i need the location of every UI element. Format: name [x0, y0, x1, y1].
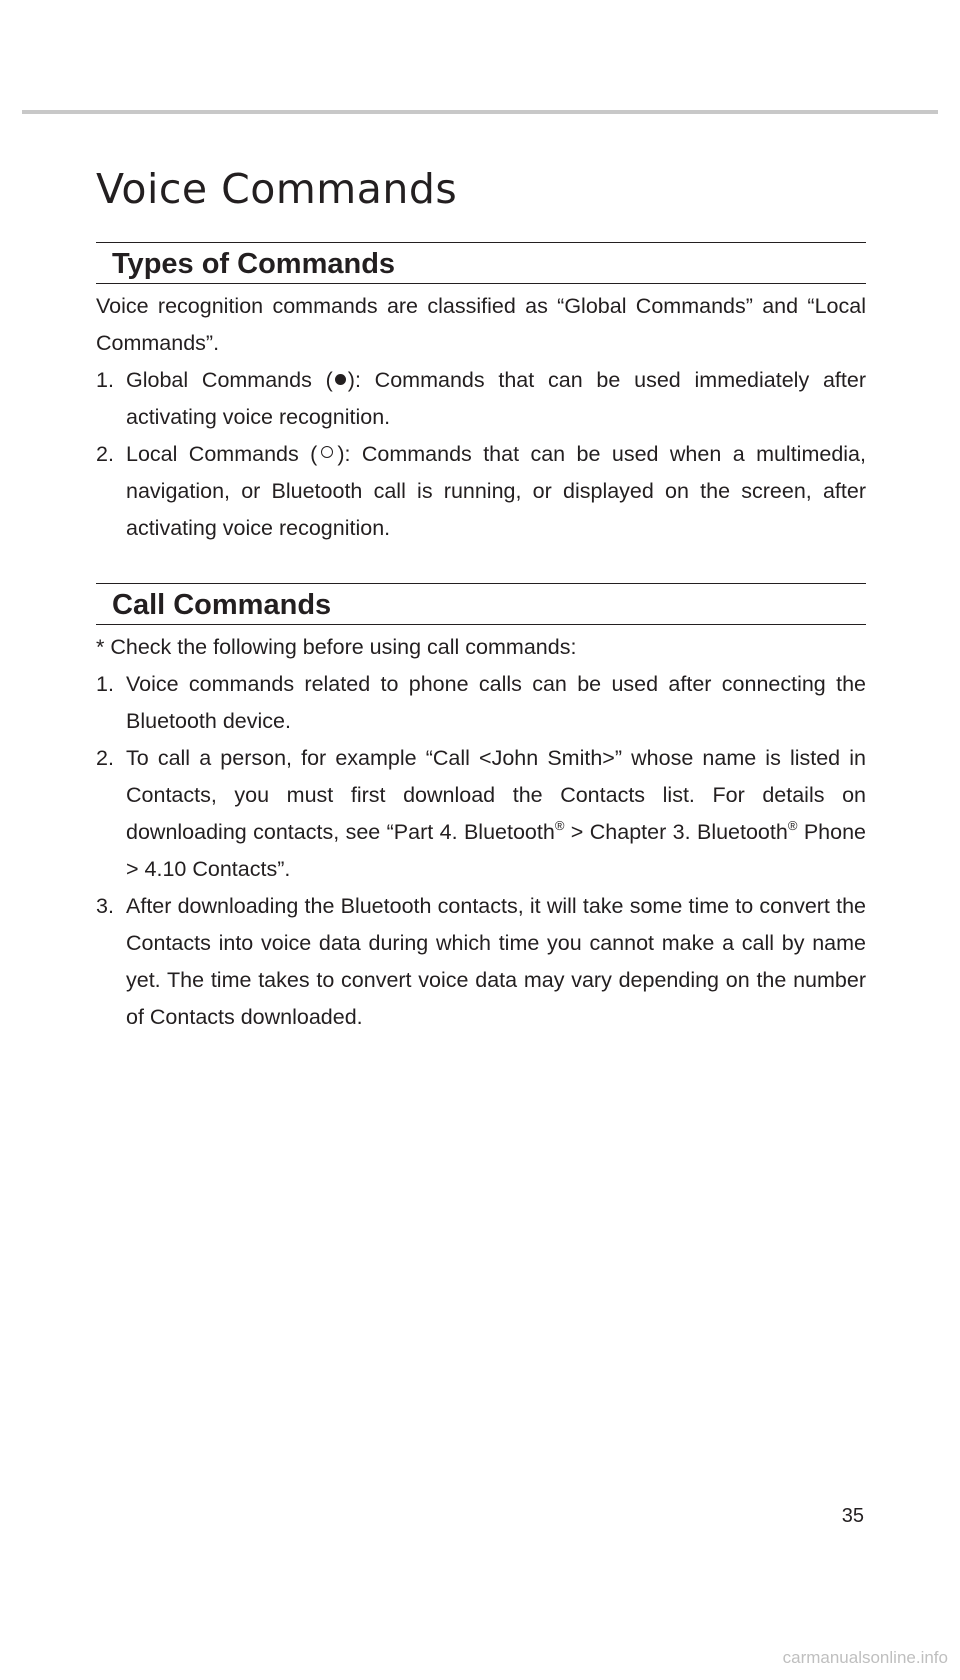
list-item [96, 666, 866, 740]
top-divider [22, 110, 938, 114]
filled-dot-icon [335, 374, 346, 385]
item-text: Voice commands related to phone calls can be used after connecting the Bluetooth device. [126, 672, 866, 733]
note-paragraph: * Check the following before using call commands: [96, 635, 577, 659]
page-title: Voice Commands [96, 165, 458, 213]
hollow-circle-icon [321, 446, 333, 458]
intro-paragraph: Voice recognition commands are classified as “Global Commands” and “Local Commands”. [96, 294, 866, 355]
list-number: 3. [96, 894, 114, 918]
list-number: 2. [96, 746, 114, 770]
list-number: 1. [96, 368, 114, 392]
item-text: After downloading the Bluetooth contacts, it will take some time to convert the Contacts into voice data during which time you cannot make a call by name yet. The time takes to convert voice data may vary depending on the number of Contacts downloaded. [126, 894, 866, 1029]
call-commands-list [96, 666, 866, 1036]
item-text: Global Commands ( [126, 368, 333, 392]
list-item [96, 436, 866, 547]
list-item [96, 362, 866, 436]
page-content [96, 242, 866, 1036]
section-call-commands [96, 583, 866, 1036]
item-text: > Chapter 3. Bluetooth [564, 820, 788, 844]
page-number: 35 [841, 1505, 864, 1527]
item-text: ): Commands that can be used immediately after activating voice recognition. [126, 368, 866, 429]
item-text: To call a person, for example “Call <John Smith>” whose name is listed in Contacts, you must first download the Contacts list. For details on downloading contacts, see “Part 4. Bluetooth [126, 746, 866, 844]
section-heading: Types of Commands [96, 242, 866, 284]
list-number: 2. [96, 442, 114, 466]
list-item [96, 888, 866, 1036]
registered-mark: ® [787, 818, 798, 833]
section-types-of-commands [96, 242, 866, 547]
watermark: carmanualsonline.info [782, 1648, 948, 1667]
item-text: Local Commands ( [126, 442, 318, 466]
registered-mark: ® [554, 818, 565, 833]
list-item [96, 740, 866, 888]
list-number: 1. [96, 672, 114, 696]
item-text: Phone > 4.10 Contacts”. [126, 820, 866, 881]
section-heading: Call Commands [96, 583, 866, 625]
command-types-list [96, 362, 866, 547]
item-text: ): Commands that can be used when a multimedia, navigation, or Bluetooth call is running, or displayed on the screen, after activating voice recognition. [126, 442, 866, 540]
